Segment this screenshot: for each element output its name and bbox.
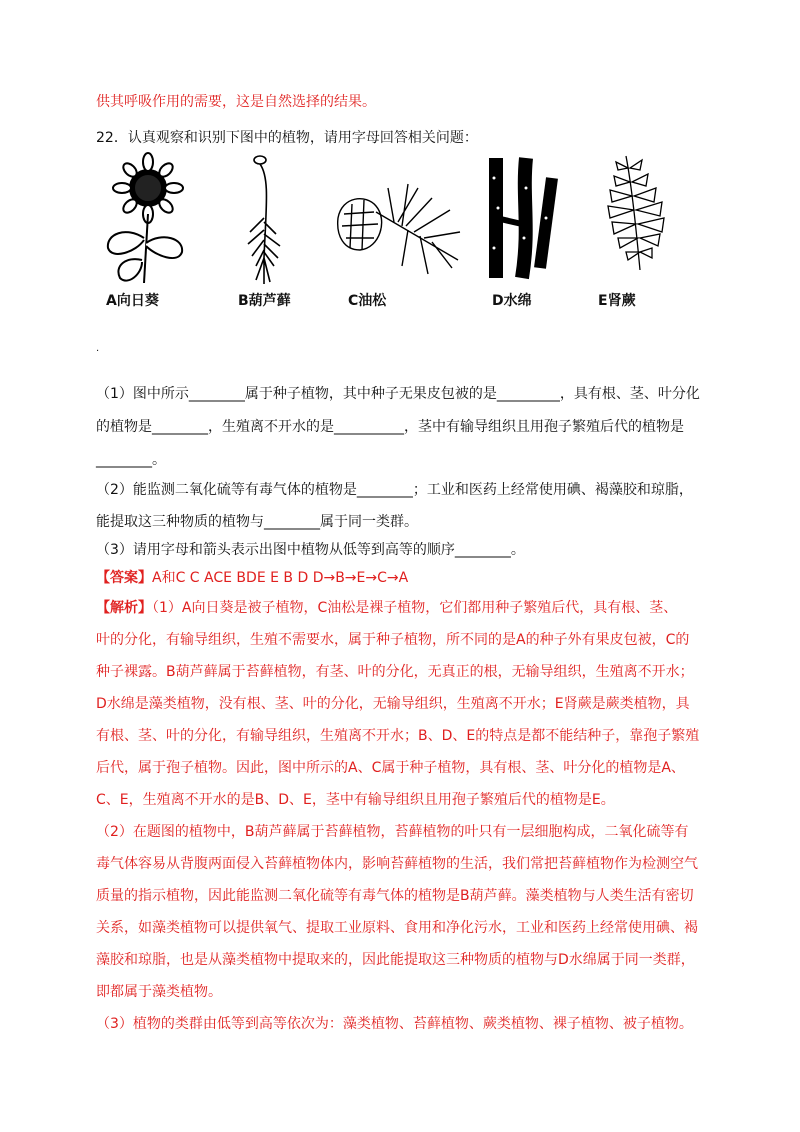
- pine-illustration: [328, 148, 468, 288]
- divider-dot: ·: [96, 346, 100, 357]
- q1-line-3: ________。: [96, 452, 166, 468]
- analysis-p3-line: （3）植物的类群由低等到高等依次为：藻类植物、苔藓植物、蕨类植物、裸子植物、被子植物。: [96, 1016, 693, 1032]
- caption-e: E肾蕨: [598, 293, 636, 309]
- fern-illustration: [586, 148, 686, 278]
- analysis-label: 【解析】: [96, 600, 152, 616]
- q3-line: （3）请用字母和箭头表示出图中植物从低等到高等的顺序________。: [96, 542, 525, 558]
- question-stem: 22．认真观察和识别下图中的植物，请用字母回答相关问题：: [96, 130, 478, 146]
- analysis-p1-line-7: C、E，生殖离不开水的是B、D、E，茎中有输导组织且用孢子繁殖后代的植物是E。: [96, 792, 615, 808]
- analysis-p1-line-1: （1）A向日葵是被子植物，C油松是裸子植物，它们都用种子繁殖后代，具有根、茎、: [152, 600, 678, 616]
- analysis-p1-line-4: D水绵是藻类植物，没有根、茎、叶的分化，无输导组织，生殖离不开水；E肾蕨是蕨类植物，具: [96, 696, 690, 712]
- plant-figure: [88, 148, 688, 318]
- answer-text: A和C C ACE BDE E B D D→B→E→C→A: [152, 570, 409, 586]
- q1-line-1: （1）图中所示________属于种子植物，其中种子无果皮包被的是_________，具有根、茎、叶分化: [96, 386, 700, 402]
- analysis-p2-line-3: 质量的指示植物，因此能监测二氧化硫等有毒气体的植物是B葫芦藓。藻类植物与人类生活有密切: [96, 888, 694, 904]
- answer-label: 【答案】: [96, 570, 152, 586]
- caption-a: A向日葵: [106, 293, 159, 309]
- q1-line-2: 的植物是________，生殖离不开水的是__________，茎中有输导组织且用孢子繁殖后代的植物是: [96, 419, 684, 435]
- analysis-p1-line-2: 叶的分化，有输导组织，生殖不需要水，属于种子植物，所不同的是A的种子外有果皮包被，C的: [96, 632, 690, 648]
- caption-d: D水绵: [492, 293, 532, 309]
- analysis-p1-line-6: 后代，属于孢子植物。因此，图中所示的A、C属于种子植物，具有根、茎、叶分化的植物是A、: [96, 760, 685, 776]
- spirogyra-illustration: [482, 148, 562, 288]
- caption-c: C油松: [348, 293, 387, 309]
- analysis-p2-line-4: 关系，如藻类植物可以提供氧气、提取工业原料、食用和净化污水，工业和医药上经常使用碘、褐: [96, 920, 698, 936]
- q2-line-1: （2）能监测二氧化硫等有毒气体的植物是________；工业和医药上经常使用碘、褐藻胶和琼脂，: [96, 482, 693, 498]
- analysis-p2-line-1: （2）在题图的植物中，B葫芦藓属于苔藓植物，苔藓植物的叶只有一层细胞构成，二氧化硫等有: [96, 824, 689, 840]
- analysis-p1-line-3: 种子裸露。B葫芦藓属于苔藓植物，有茎、叶的分化，无真正的根，无输导组织，生殖离不开水；: [96, 664, 694, 680]
- q2-line-2: 能提取这三种物质的植物与________属于同一类群。: [96, 514, 418, 530]
- analysis-p1-line-5: 有根、茎、叶的分化，有输导组织，生殖离不开水；B、D、E的特点是都不能结种子，靠孢子繁殖: [96, 728, 700, 744]
- sunflower-illustration: [96, 148, 196, 288]
- analysis-line-1: [96, 598, 677, 618]
- analysis-p2-line-5: 藻胶和琼脂，也是从藻类植物中提取来的，因此能提取这三种物质的植物与D水绵属于同一类群，: [96, 952, 695, 968]
- moss-illustration: [230, 148, 300, 288]
- caption-b: B葫芦藓: [238, 293, 291, 309]
- intro-line: 供其呼吸作用的需要，这是自然选择的结果。: [96, 94, 376, 110]
- answer-line: [96, 568, 408, 588]
- analysis-p2-line-6: 即都属于藻类植物。: [96, 984, 222, 1000]
- analysis-p2-line-2: 毒气体容易从背腹两面侵入苔藓植物体内，影响苔藓植物的生活，我们常把苔藓植物作为检测空气: [96, 856, 698, 872]
